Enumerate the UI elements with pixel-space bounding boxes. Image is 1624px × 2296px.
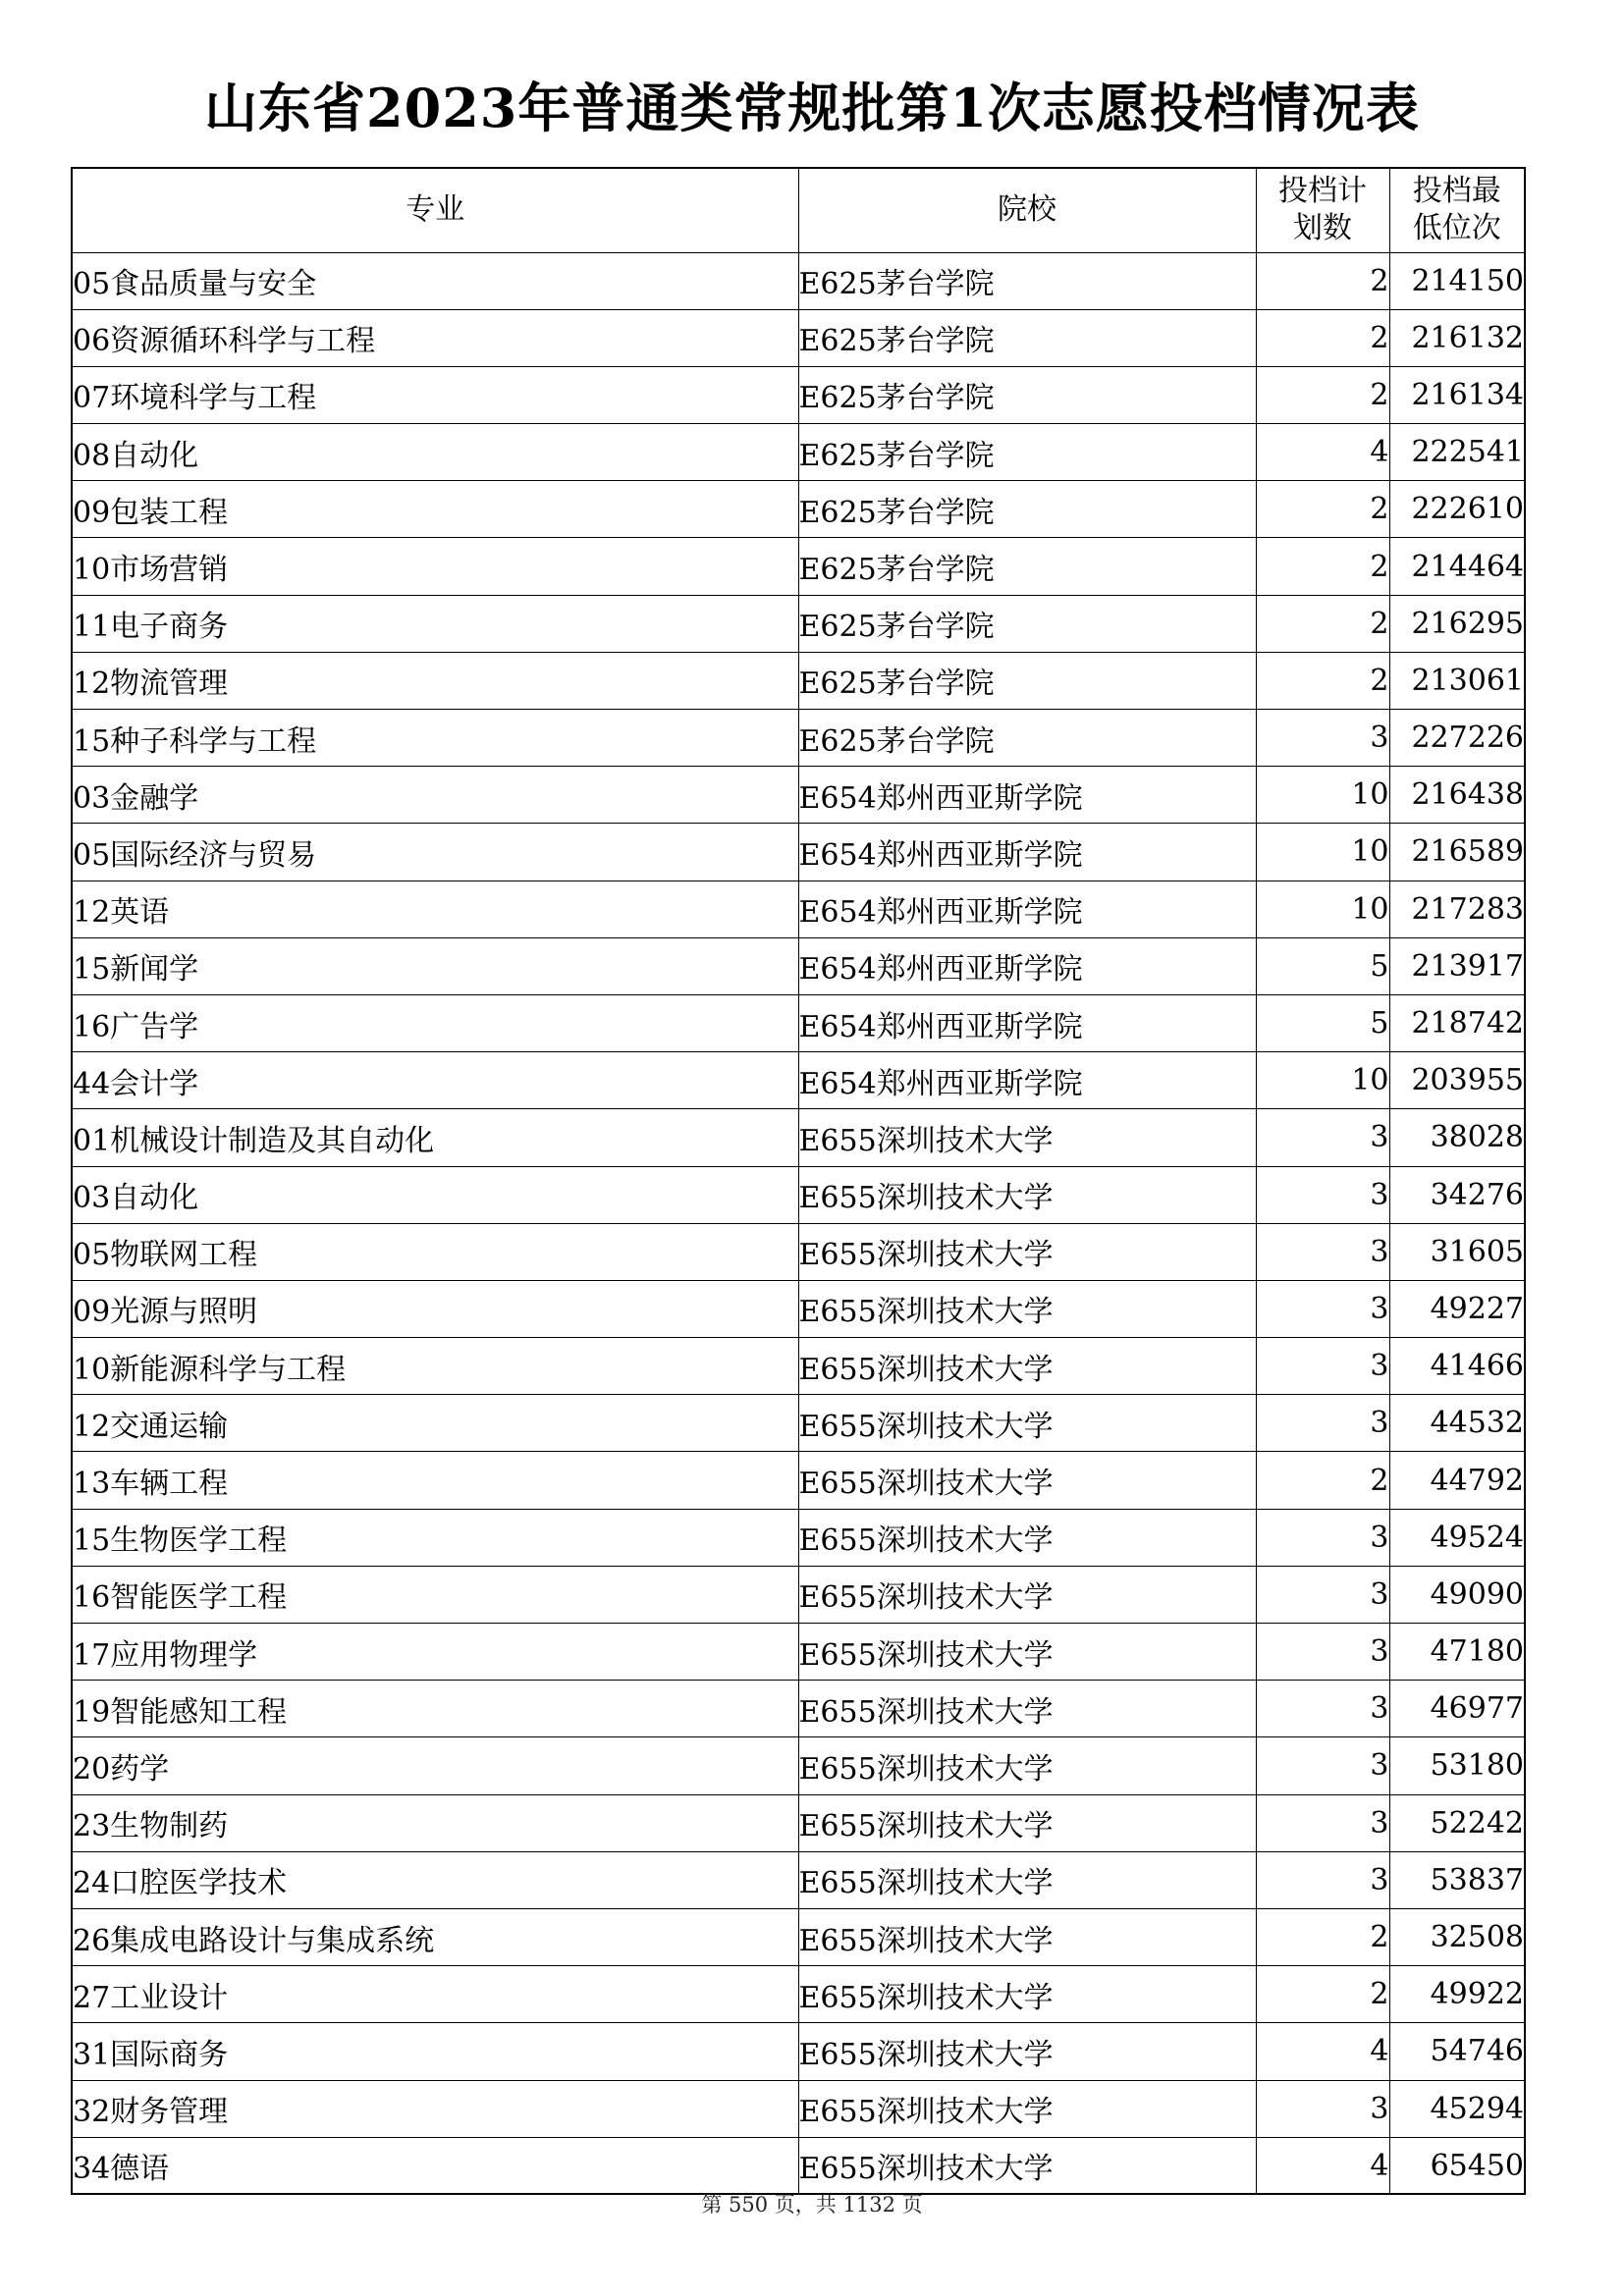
cell-plan-count: 3	[1256, 1509, 1389, 1566]
table-row	[72, 1624, 1525, 1681]
cell-plan-count: 2	[1256, 538, 1389, 595]
cell-lowest-rank: 222610	[1389, 481, 1525, 538]
cell-lowest-rank: 214150	[1389, 252, 1525, 309]
cell-plan-count: 3	[1256, 1681, 1389, 1737]
cell-lowest-rank: 216134	[1389, 366, 1525, 423]
cell-major: 05食品质量与安全	[72, 252, 798, 309]
table-row	[72, 252, 1525, 309]
cell-lowest-rank: 53180	[1389, 1737, 1525, 1794]
cell-major: 44会计学	[72, 1052, 798, 1109]
cell-lowest-rank: 214464	[1389, 538, 1525, 595]
cell-school: E655深圳技术大学	[798, 1109, 1256, 1166]
cell-lowest-rank: 216589	[1389, 824, 1525, 881]
cell-plan-count: 3	[1256, 1851, 1389, 1908]
header-plan	[1256, 168, 1389, 252]
table-row	[72, 1566, 1525, 1623]
cell-major: 07环境科学与工程	[72, 366, 798, 423]
cell-lowest-rank: 217283	[1389, 881, 1525, 937]
table-row	[72, 1737, 1525, 1794]
cell-major: 24口腔医学技术	[72, 1851, 798, 1908]
cell-major: 26集成电路设计与集成系统	[72, 1908, 798, 1965]
table-row	[72, 652, 1525, 709]
cell-plan-count: 3	[1256, 710, 1389, 767]
table-row	[72, 994, 1525, 1051]
table-row	[72, 1166, 1525, 1223]
table-row	[72, 1452, 1525, 1509]
cell-lowest-rank: 216438	[1389, 767, 1525, 824]
cell-lowest-rank: 41466	[1389, 1338, 1525, 1395]
cell-major: 16智能医学工程	[72, 1566, 798, 1623]
cell-school: E655深圳技术大学	[798, 1624, 1256, 1681]
cell-plan-count: 10	[1256, 767, 1389, 824]
table-row	[72, 595, 1525, 652]
cell-plan-count: 10	[1256, 1052, 1389, 1109]
cell-lowest-rank: 34276	[1389, 1166, 1525, 1223]
cell-school: E655深圳技术大学	[798, 2023, 1256, 2080]
table-row	[72, 1052, 1525, 1109]
table-row	[72, 538, 1525, 595]
header-rank	[1389, 168, 1525, 252]
cell-plan-count: 10	[1256, 881, 1389, 937]
cell-plan-count: 2	[1256, 366, 1389, 423]
table-body	[72, 252, 1525, 2194]
table-row	[72, 1395, 1525, 1452]
cell-lowest-rank: 49922	[1389, 1966, 1525, 2023]
cell-lowest-rank: 49090	[1389, 1566, 1525, 1623]
cell-major: 05物联网工程	[72, 1223, 798, 1280]
cell-school: E625茅台学院	[798, 538, 1256, 595]
table-row	[72, 881, 1525, 937]
cell-major: 10新能源科学与工程	[72, 1338, 798, 1395]
cell-school: E625茅台学院	[798, 481, 1256, 538]
cell-plan-count: 3	[1256, 1280, 1389, 1337]
table-row	[72, 424, 1525, 481]
cell-major: 08自动化	[72, 424, 798, 481]
cell-plan-count: 3	[1256, 2080, 1389, 2137]
table-row	[72, 2023, 1525, 2080]
cell-school: E655深圳技术大学	[798, 1908, 1256, 1965]
cell-school: E655深圳技术大学	[798, 1737, 1256, 1794]
cell-plan-count: 10	[1256, 824, 1389, 881]
table-row	[72, 767, 1525, 824]
cell-major: 12物流管理	[72, 652, 798, 709]
cell-lowest-rank: 203955	[1389, 1052, 1525, 1109]
cell-lowest-rank: 49227	[1389, 1280, 1525, 1337]
cell-school: E654郑州西亚斯学院	[798, 824, 1256, 881]
cell-lowest-rank: 213917	[1389, 937, 1525, 994]
cell-plan-count: 2	[1256, 1908, 1389, 1965]
table-row	[72, 1851, 1525, 1908]
cell-plan-count: 3	[1256, 1223, 1389, 1280]
cell-school: E655深圳技术大学	[798, 2080, 1256, 2137]
cell-major: 09包装工程	[72, 481, 798, 538]
cell-school: E655深圳技术大学	[798, 1280, 1256, 1337]
page-number-footer: 第 550 页，共 1132 页	[701, 2193, 923, 2216]
cell-major: 23生物制药	[72, 1794, 798, 1851]
cell-plan-count: 2	[1256, 652, 1389, 709]
cell-lowest-rank: 47180	[1389, 1624, 1525, 1681]
cell-major: 16广告学	[72, 994, 798, 1051]
cell-plan-count: 3	[1256, 1338, 1389, 1395]
cell-lowest-rank: 44792	[1389, 1452, 1525, 1509]
table-row	[72, 481, 1525, 538]
cell-school: E655深圳技术大学	[798, 1566, 1256, 1623]
cell-major: 19智能感知工程	[72, 1681, 798, 1737]
cell-lowest-rank: 227226	[1389, 710, 1525, 767]
cell-major: 13车辆工程	[72, 1452, 798, 1509]
cell-lowest-rank: 52242	[1389, 1794, 1525, 1851]
cell-school: E655深圳技术大学	[798, 1452, 1256, 1509]
cell-lowest-rank: 216295	[1389, 595, 1525, 652]
cell-plan-count: 5	[1256, 937, 1389, 994]
cell-major: 10市场营销	[72, 538, 798, 595]
cell-lowest-rank: 53837	[1389, 1851, 1525, 1908]
page-title: 山东省2023年普通类常规批第1次志愿投档情况表	[204, 77, 1420, 139]
table-row	[72, 710, 1525, 767]
table-row	[72, 1338, 1525, 1395]
cell-school: E625茅台学院	[798, 424, 1256, 481]
table-row	[72, 1509, 1525, 1566]
cell-major: 12英语	[72, 881, 798, 937]
cell-school: E654郑州西亚斯学院	[798, 1052, 1256, 1109]
cell-major: 06资源循环科学与工程	[72, 309, 798, 366]
cell-plan-count: 4	[1256, 2023, 1389, 2080]
cell-lowest-rank: 213061	[1389, 652, 1525, 709]
header-rank-line: 低位次	[1412, 211, 1501, 246]
cell-lowest-rank: 54746	[1389, 2023, 1525, 2080]
cell-plan-count: 3	[1256, 1395, 1389, 1452]
cell-school: E655深圳技术大学	[798, 1851, 1256, 1908]
header-plan-line: 投档计	[1278, 174, 1367, 209]
cell-plan-count: 3	[1256, 1166, 1389, 1223]
cell-school: E654郑州西亚斯学院	[798, 881, 1256, 937]
cell-school: E655深圳技术大学	[798, 1681, 1256, 1737]
cell-plan-count: 4	[1256, 2137, 1389, 2194]
cell-major: 09光源与照明	[72, 1280, 798, 1337]
cell-major: 03自动化	[72, 1166, 798, 1223]
table-header	[72, 168, 1525, 252]
cell-lowest-rank: 216132	[1389, 309, 1525, 366]
cell-plan-count: 3	[1256, 1624, 1389, 1681]
header-rank-line: 投档最	[1412, 174, 1501, 209]
cell-major: 27工业设计	[72, 1966, 798, 2023]
cell-major: 32财务管理	[72, 2080, 798, 2137]
cell-major: 15新闻学	[72, 937, 798, 994]
cell-school: E655深圳技术大学	[798, 1509, 1256, 1566]
header-row	[72, 168, 1525, 252]
cell-school: E655深圳技术大学	[798, 1395, 1256, 1452]
table-row	[72, 1109, 1525, 1166]
cell-plan-count: 3	[1256, 1566, 1389, 1623]
table-row	[72, 1681, 1525, 1737]
table-row	[72, 366, 1525, 423]
cell-lowest-rank: 49524	[1389, 1509, 1525, 1566]
cell-lowest-rank: 32508	[1389, 1908, 1525, 1965]
cell-major: 12交通运输	[72, 1395, 798, 1452]
admission-table	[71, 167, 1526, 2195]
cell-school: E625茅台学院	[798, 366, 1256, 423]
table-row	[72, 2080, 1525, 2137]
table-row	[72, 1966, 1525, 2023]
cell-plan-count: 3	[1256, 1794, 1389, 1851]
cell-school: E625茅台学院	[798, 309, 1256, 366]
cell-lowest-rank: 38028	[1389, 1109, 1525, 1166]
table-row	[72, 1794, 1525, 1851]
cell-lowest-rank: 46977	[1389, 1681, 1525, 1737]
cell-school: E655深圳技术大学	[798, 2137, 1256, 2194]
cell-school: E655深圳技术大学	[798, 1794, 1256, 1851]
cell-major: 34德语	[72, 2137, 798, 2194]
cell-school: E655深圳技术大学	[798, 1966, 1256, 2023]
table-row	[72, 1280, 1525, 1337]
cell-school: E625茅台学院	[798, 595, 1256, 652]
header-school: 院校	[798, 168, 1256, 252]
cell-major: 15生物医学工程	[72, 1509, 798, 1566]
cell-school: E655深圳技术大学	[798, 1223, 1256, 1280]
cell-major: 31国际商务	[72, 2023, 798, 2080]
cell-plan-count: 2	[1256, 252, 1389, 309]
cell-plan-count: 3	[1256, 1737, 1389, 1794]
cell-lowest-rank: 44532	[1389, 1395, 1525, 1452]
cell-major: 03金融学	[72, 767, 798, 824]
cell-lowest-rank: 45294	[1389, 2080, 1525, 2137]
cell-school: E654郑州西亚斯学院	[798, 994, 1256, 1051]
cell-school: E655深圳技术大学	[798, 1338, 1256, 1395]
cell-plan-count: 5	[1256, 994, 1389, 1051]
cell-major: 20药学	[72, 1737, 798, 1794]
cell-school: E625茅台学院	[798, 652, 1256, 709]
cell-school: E655深圳技术大学	[798, 1166, 1256, 1223]
cell-plan-count: 3	[1256, 1109, 1389, 1166]
cell-school: E625茅台学院	[798, 252, 1256, 309]
cell-lowest-rank: 65450	[1389, 2137, 1525, 2194]
cell-major: 05国际经济与贸易	[72, 824, 798, 881]
cell-major: 15种子科学与工程	[72, 710, 798, 767]
header-plan-line: 划数	[1293, 211, 1352, 246]
cell-school: E654郑州西亚斯学院	[798, 767, 1256, 824]
cell-plan-count: 2	[1256, 1966, 1389, 2023]
cell-school: E625茅台学院	[798, 710, 1256, 767]
table-row	[72, 2137, 1525, 2194]
cell-plan-count: 2	[1256, 1452, 1389, 1509]
cell-plan-count: 2	[1256, 481, 1389, 538]
table-row	[72, 937, 1525, 994]
table-row	[72, 1223, 1525, 1280]
cell-lowest-rank: 222541	[1389, 424, 1525, 481]
cell-lowest-rank: 31605	[1389, 1223, 1525, 1280]
table-row	[72, 824, 1525, 881]
table-row	[72, 309, 1525, 366]
cell-plan-count: 2	[1256, 595, 1389, 652]
table-row	[72, 1908, 1525, 1965]
cell-major: 01机械设计制造及其自动化	[72, 1109, 798, 1166]
cell-major: 11电子商务	[72, 595, 798, 652]
cell-lowest-rank: 218742	[1389, 994, 1525, 1051]
header-major: 专业	[72, 168, 798, 252]
cell-school: E654郑州西亚斯学院	[798, 937, 1256, 994]
cell-plan-count: 2	[1256, 309, 1389, 366]
cell-plan-count: 4	[1256, 424, 1389, 481]
cell-major: 17应用物理学	[72, 1624, 798, 1681]
